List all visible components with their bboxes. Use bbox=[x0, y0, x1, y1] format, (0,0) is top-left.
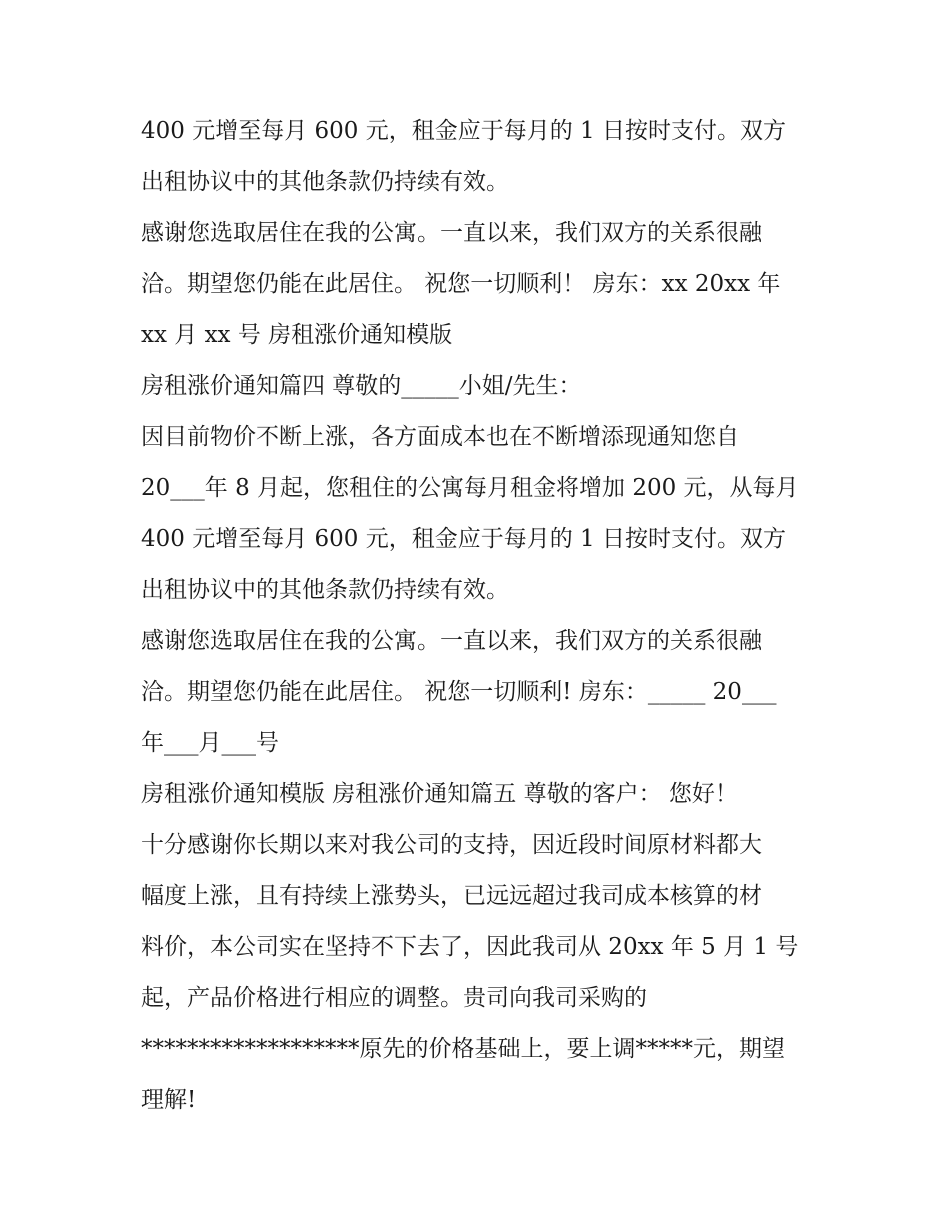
document-body bbox=[141, 108, 831, 1128]
text-line: 出租协议中的其他条款仍持续有效。 bbox=[141, 169, 509, 195]
text-line: *******************原先的价格基础上，要上调*****元，期望 bbox=[141, 1036, 785, 1062]
text-line: 幅度上涨，且有持续上涨势头，已远远超过我司成本核算的材 bbox=[141, 883, 762, 909]
text-line: 出租协议中的其他条款仍持续有效。 bbox=[141, 577, 509, 603]
text-line: 房租涨价通知篇四 尊敬的_____小姐/先生： bbox=[141, 373, 582, 399]
text-line: 洽。期望您仍能在此居住。 祝您一切顺利！ 房东：xx 20xx 年 bbox=[141, 271, 781, 297]
text-line: 400 元增至每月 600 元，租金应于每月的 1 日按时支付。双方 bbox=[141, 526, 786, 552]
text-line: 年___月___号 bbox=[141, 730, 279, 756]
text-line: 因目前物价不断上涨，各方面成本也在不断增添现通知您自 bbox=[141, 424, 739, 450]
text-line: 起，产品价格进行相应的调整。贵司向我司采购的 bbox=[141, 985, 647, 1011]
text-line: 理解! bbox=[141, 1087, 197, 1113]
text-line: 洽。期望您仍能在此居住。 祝您一切顺利! 房东：_____ 20___ bbox=[141, 679, 777, 705]
text-line: 感谢您选取居住在我的公寓。一直以来，我们双方的关系很融 bbox=[141, 628, 762, 654]
text-line: 400 元增至每月 600 元，租金应于每月的 1 日按时支付。双方 bbox=[141, 118, 786, 144]
text-line: 料价，本公司实在坚持不下去了，因此我司从 20xx 年 5 月 1 号 bbox=[141, 934, 799, 960]
text-line: 20___年 8 月起，您租住的公寓每月租金将增加 200 元，从每月 bbox=[141, 475, 799, 501]
text-line: 十分感谢你长期以来对我公司的支持，因近段时间原材料都大 bbox=[141, 832, 762, 858]
text-line: 感谢您选取居住在我的公寓。一直以来，我们双方的关系很融 bbox=[141, 220, 762, 246]
text-line: xx 月 xx 号 房租涨价通知模版 bbox=[141, 322, 453, 348]
text-line: 房租涨价通知模版 房租涨价通知篇五 尊敬的客户： 您好！ bbox=[141, 781, 738, 807]
